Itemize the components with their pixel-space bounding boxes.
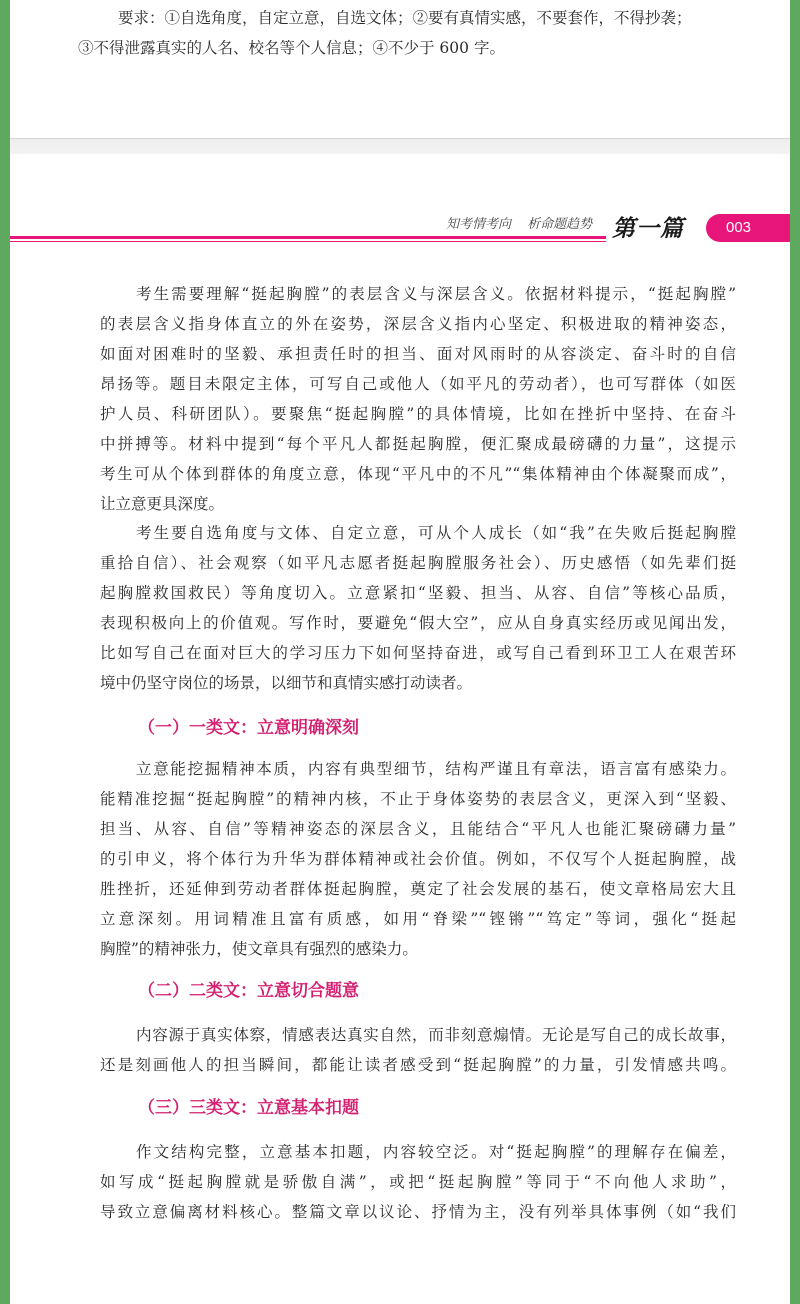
- text-line: 表现积极向上的价值观。写作时，要避免“假大空”，应从自身真实经历或见闻出发，: [100, 614, 736, 632]
- text-line: 考生要自选角度与文体、自定立意，可从个人成长（如“我”在失败后挺起胸膛: [136, 524, 736, 542]
- section-heading-3: （三）三类文：立意基本扣题: [138, 1098, 359, 1118]
- text-line: 的引申义，将个体行为升华为群体精神或社会价值。例如，不仅写个人挺起胸膛，战: [100, 850, 736, 868]
- text-line: 重拾自信）、社会观察（如平凡志愿者挺起胸膛服务社会）、历史感悟（如先辈们挺: [100, 554, 736, 572]
- requirement-line-2: ③不得泄露真实的人名、校名等个人信息；④不少于 600 字。: [78, 39, 505, 57]
- text-line: 中拼搏等。材料中提到“每个平凡人都挺起胸膛，便汇聚成最磅礴的力量”，这提示: [100, 435, 736, 453]
- header-rule-thick: [10, 236, 606, 239]
- text-line: 的表层含义指身体直立的外在姿势，深层含义指内心坚定、积极进取的精神姿态，: [100, 315, 736, 333]
- header-rule-thin: [10, 241, 606, 242]
- section-heading-1: （一）一类文：立意明确深刻: [138, 718, 359, 738]
- text-line: 还是刻画他人的担当瞬间，都能让读者感受到“挺起胸膛”的力量，引发情感共鸣。: [100, 1056, 736, 1074]
- text-line: 作文结构完整，立意基本扣题，内容较空泛。对“挺起胸膛”的理解存在偏差，: [136, 1143, 736, 1161]
- chapter-title: 第一篇: [612, 215, 684, 242]
- text-line: 立意能挖掘精神本质，内容有典型细节，结构严谨且有章法，语言富有感染力。: [136, 760, 736, 778]
- page-number-badge: 003: [706, 214, 790, 242]
- text-line: 内容源于真实体察，情感表达真实自然，而非刻意煽情。无论是写自己的成长故事，: [136, 1026, 736, 1044]
- section-1-body: [100, 754, 736, 964]
- text-line: 起胸膛救国救民）等角度切入。立意紧扣“坚毅、担当、从容、自信”等核心品质，: [100, 584, 736, 602]
- text-line: 让立意更具深度。: [100, 495, 225, 513]
- text-line: 能精准挖掘“挺起胸膛”的精神内核，不止于身体姿势的表层含义，更深入到“坚毅、: [100, 790, 736, 808]
- text-line: 考生可从个体到群体的角度立意，体现“平凡中的不凡”“集体精神由个体凝聚而成”，: [100, 465, 736, 483]
- section-heading-2: （二）二类文：立意切合题意: [138, 981, 359, 1001]
- text-line: 如面对困难时的坚毅、承担责任时的担当、面对风雨时的从容淡定、奋斗时的自信: [100, 345, 736, 363]
- requirement-line-1: 要求：①自选角度，自定立意，自选文体；②要有真情实感，不要套作，不得抄袭；: [118, 9, 692, 27]
- text-line: 立意深刻。用词精准且富有质感，如用“脊梁”“铿锵”“笃定”等词，强化“挺起: [100, 910, 736, 928]
- subtitle-b: 析命题趋势: [527, 217, 593, 232]
- text-line: 如写成“挺起胸膛就是骄傲自满”，或把“挺起胸膛”等同于“不向他人求助”，: [100, 1173, 736, 1191]
- text-line: 昂扬等。题目未限定主体，可写自己或他人（如平凡的劳动者），也可写群体（如医: [100, 375, 736, 393]
- paragraph-2: [100, 518, 736, 698]
- running-header-subtitle: [446, 213, 604, 232]
- text-line: 境中仍坚守岗位的场景，以细节和真情实感打动读者。: [100, 674, 473, 692]
- text-line: 护人员、科研团队）。要聚焦“挺起胸膛”的具体情境，比如在挫折中坚持、在奋斗: [100, 405, 736, 423]
- text-line: 胸膛”的精神张力，使文章具有强烈的感染力。: [100, 940, 418, 958]
- text-line: 胜挫折，还延伸到劳动者群体挺起胸膛，奠定了社会发展的基石，使文章格局宏大且: [100, 880, 736, 898]
- text-line: 考生需要理解“挺起胸膛”的表层含义与深层含义。依据材料提示，“挺起胸膛”: [136, 285, 736, 303]
- text-line: 比如写自己在面对巨大的学习压力下如何坚持奋进，或写自己看到环卫工人在艰苦环: [100, 644, 736, 662]
- subtitle-a: 知考情考向: [446, 217, 512, 232]
- section-2-body: [100, 1020, 736, 1080]
- paragraph-1: [100, 279, 736, 519]
- text-line: 担当、从容、自信”等精神姿态的深层含义，且能结合“平凡人也能汇聚磅礴力量”: [100, 820, 736, 838]
- text-line: 导致立意偏离材料核心。整篇文章以议论、抒情为主，没有列举具体事例（如“我们: [100, 1203, 736, 1221]
- section-3-body: [100, 1137, 736, 1227]
